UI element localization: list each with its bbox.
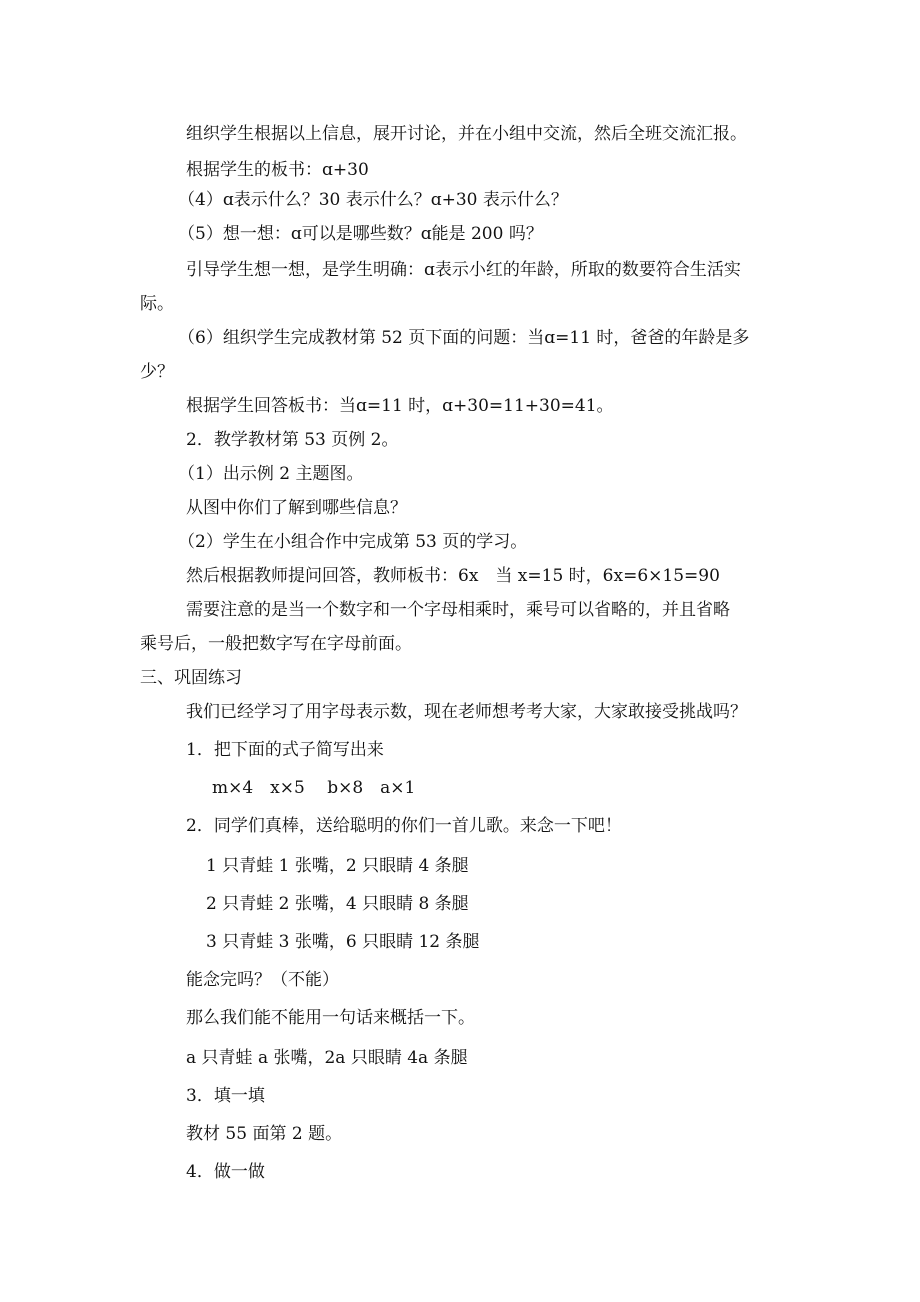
paragraph-line: 际。 — [140, 294, 174, 314]
paragraph-line: 我们已经学习了用字母表示数，现在老师想考考大家，大家敢接受挑战吗？ — [186, 702, 747, 722]
paragraph-line: 然后根据教师提问回答，教师板书：6x 当 x=15 时，6x=6×15=90 — [186, 566, 720, 586]
paragraph-line: 组织学生根据以上信息，展开讨论，并在小组中交流，然后全班交流汇报。 — [186, 124, 747, 144]
paragraph-line: （6）组织学生完成教材第 52 页下面的问题：当ɑ=11 时，爸爸的年龄是多 — [178, 328, 750, 348]
exercise-heading: 2．同学们真棒，送给聪明的你们一首儿歌。来念一下吧！ — [186, 816, 622, 836]
paragraph-line: 引导学生想一想，是学生明确：ɑ表示小红的年龄，所取的数要符合生活实 — [186, 260, 741, 280]
paragraph-line: 需要注意的是当一个数字和一个字母相乘时，乘号可以省略的，并且省略 — [186, 600, 730, 620]
paragraph-line: 那么我们能不能用一句话来概括一下。 — [186, 1008, 475, 1028]
rhyme-line: 1 只青蛙 1 张嘴，2 只眼睛 4 条腿 — [206, 856, 469, 876]
paragraph-line: 能念完吗？（不能） — [186, 970, 339, 990]
paragraph-line: 教材 55 面第 2 题。 — [186, 1124, 343, 1144]
rhyme-line: 2 只青蛙 2 张嘴，4 只眼睛 8 条腿 — [206, 894, 469, 914]
paragraph-line: 乘号后，一般把数字写在字母前面。 — [140, 634, 412, 654]
paragraph-line: 根据学生回答板书：当ɑ=11 时，ɑ+30=11+30=41。 — [186, 396, 614, 416]
paragraph-line: （2）学生在小组合作中完成第 53 页的学习。 — [178, 532, 528, 552]
paragraph-line: （4）ɑ表示什么？30 表示什么？ɑ+30 表示什么？ — [178, 190, 568, 210]
paragraph-line: 从图中你们了解到哪些信息？ — [186, 498, 407, 518]
section-heading: 2．教学教材第 53 页例 2。 — [186, 430, 399, 450]
paragraph-line: 少？ — [140, 362, 174, 382]
paragraph-line: （5）想一想：ɑ可以是哪些数？ɑ能是 200 吗？ — [178, 224, 543, 244]
paragraph-line: a 只青蛙 a 张嘴，2a 只眼睛 4a 条腿 — [186, 1048, 468, 1068]
paragraph-line: 根据学生的板书：ɑ+30 — [186, 160, 369, 180]
exercise-heading: 4．做一做 — [186, 1162, 265, 1182]
section-heading: 三、巩固练习 — [140, 668, 242, 688]
expression-line: m×4 x×5 b×8 a×1 — [212, 778, 416, 798]
exercise-heading: 1．把下面的式子简写出来 — [186, 740, 384, 760]
rhyme-line: 3 只青蛙 3 张嘴，6 只眼睛 12 条腿 — [206, 932, 480, 952]
exercise-heading: 3．填一填 — [186, 1086, 265, 1106]
paragraph-line: （1）出示例 2 主题图。 — [178, 464, 364, 484]
